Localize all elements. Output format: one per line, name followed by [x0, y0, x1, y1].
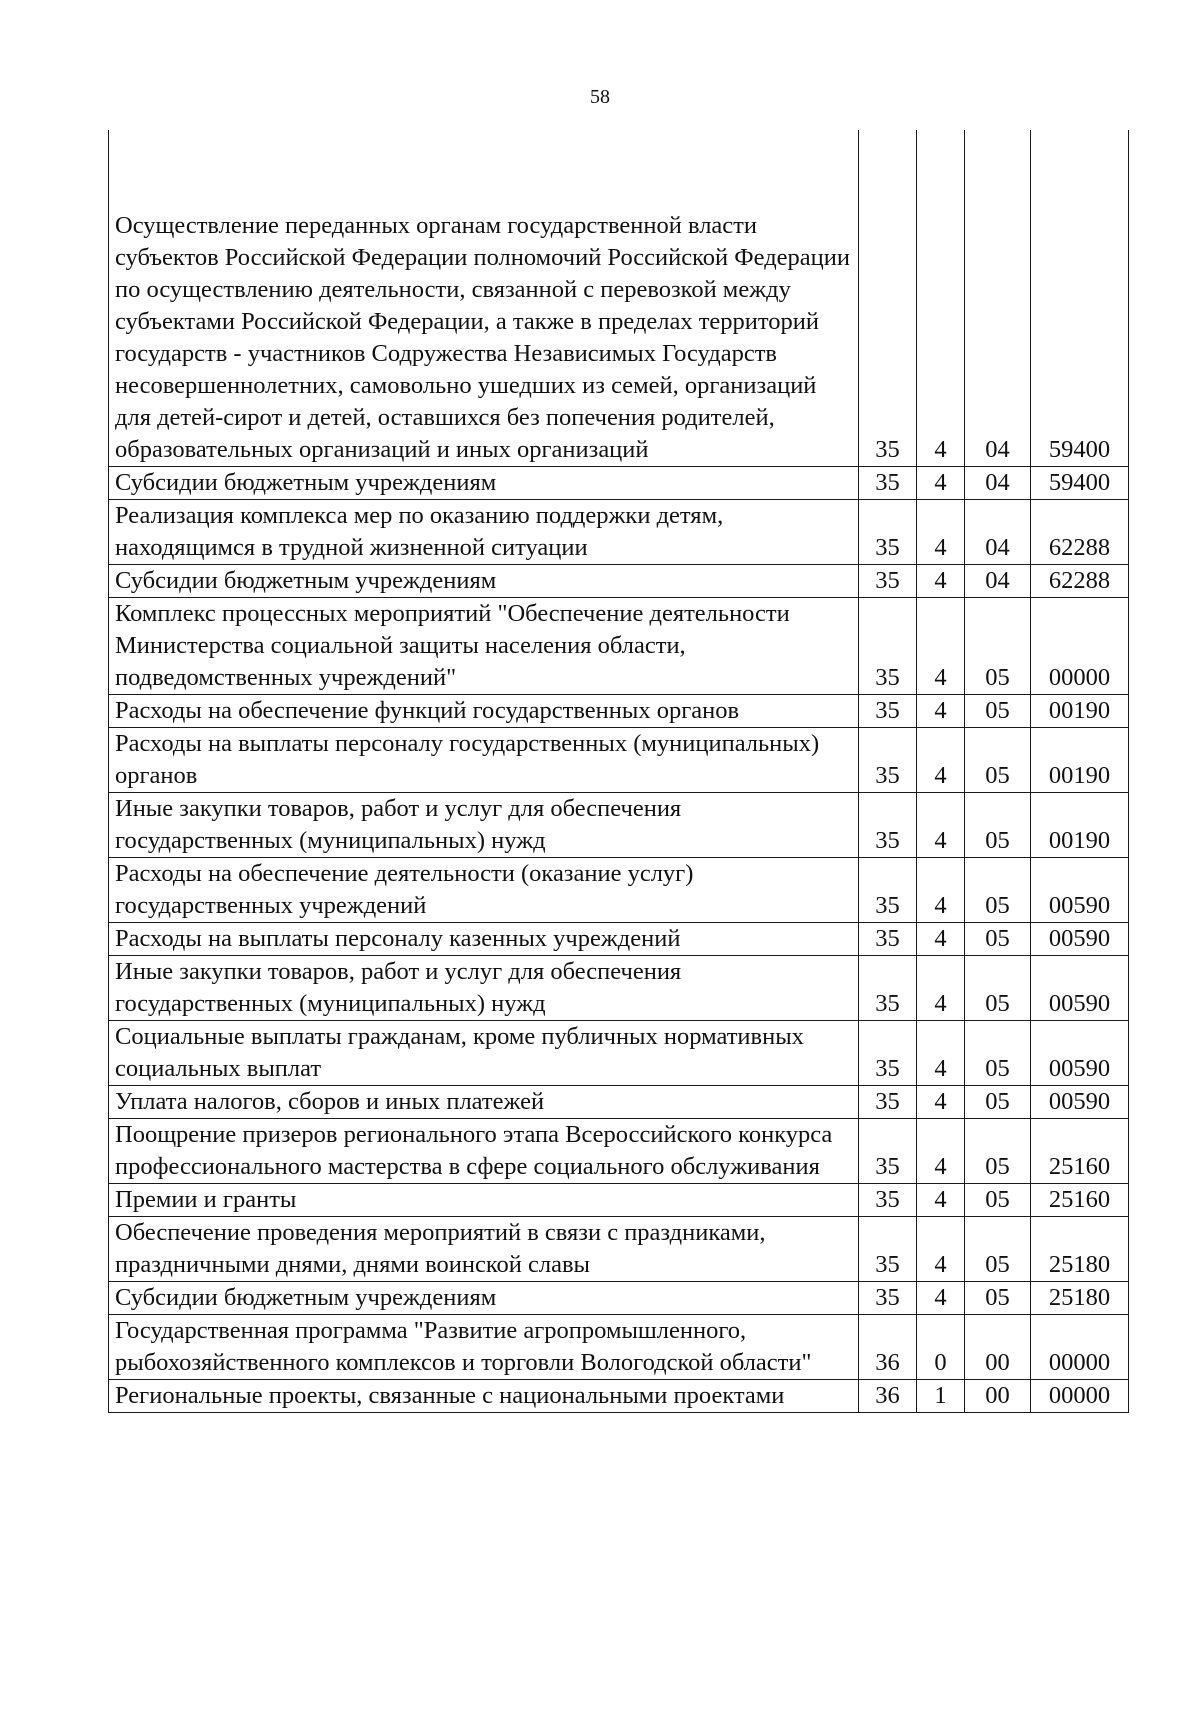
- code-cell-2: 4: [917, 1086, 965, 1119]
- table-row: [109, 695, 1129, 728]
- table-row: [109, 1315, 1129, 1380]
- table-row: [109, 467, 1129, 500]
- code-cell-1: 35: [859, 500, 917, 565]
- code-cell-3: 05: [965, 1282, 1031, 1315]
- code-cell-2: 4: [917, 130, 965, 467]
- row-name-cell: Расходы на обеспечение деятельности (оказание услуг) государственных учреждений: [109, 858, 859, 923]
- code-cell-2: 4: [917, 1184, 965, 1217]
- table-row: [109, 500, 1129, 565]
- code-cell-4: 25160: [1031, 1184, 1129, 1217]
- code-cell-2: 4: [917, 956, 965, 1021]
- row-name-cell: Субсидии бюджетным учреждениям: [109, 1282, 859, 1315]
- code-cell-1: 36: [859, 1380, 917, 1413]
- table-row: [109, 1184, 1129, 1217]
- code-cell-4: 00000: [1031, 1380, 1129, 1413]
- table-row: [109, 858, 1129, 923]
- table-row: [109, 793, 1129, 858]
- row-name-cell: Уплата налогов, сборов и иных платежей: [109, 1086, 859, 1119]
- code-cell-3: 05: [965, 1217, 1031, 1282]
- table-row: [109, 1217, 1129, 1282]
- code-cell-2: 4: [917, 598, 965, 695]
- row-name-cell: Премии и гранты: [109, 1184, 859, 1217]
- table-row: [109, 130, 1129, 467]
- row-name-cell: Государственная программа "Развитие агропромышленного, рыбохозяйственного комплексов и торговли Вологодской области": [109, 1315, 859, 1380]
- code-cell-1: 35: [859, 858, 917, 923]
- code-cell-1: 35: [859, 1217, 917, 1282]
- code-cell-4: 00190: [1031, 695, 1129, 728]
- row-name-cell: Расходы на выплаты персоналу государственных (муниципальных) органов: [109, 728, 859, 793]
- code-cell-3: 00: [965, 1315, 1031, 1380]
- code-cell-1: 35: [859, 695, 917, 728]
- row-name-cell: Обеспечение проведения мероприятий в связи с праздниками, праздничными днями, днями воинской славы: [109, 1217, 859, 1282]
- code-cell-3: 00: [965, 1380, 1031, 1413]
- code-cell-4: 00590: [1031, 923, 1129, 956]
- code-cell-4: 59400: [1031, 130, 1129, 467]
- code-cell-1: 35: [859, 923, 917, 956]
- code-cell-2: 4: [917, 728, 965, 793]
- code-cell-4: 00590: [1031, 956, 1129, 1021]
- code-cell-4: 25180: [1031, 1217, 1129, 1282]
- code-cell-1: 35: [859, 1021, 917, 1086]
- table-row: [109, 1086, 1129, 1119]
- code-cell-1: 35: [859, 956, 917, 1021]
- code-cell-3: 05: [965, 793, 1031, 858]
- row-name-cell: Поощрение призеров регионального этапа Всероссийского конкурса профессионального мастерства в сфере социального обслуживания: [109, 1119, 859, 1184]
- code-cell-4: 00190: [1031, 793, 1129, 858]
- code-cell-1: 36: [859, 1315, 917, 1380]
- code-cell-1: 35: [859, 793, 917, 858]
- code-cell-3: 05: [965, 695, 1031, 728]
- row-name-cell: Расходы на выплаты персоналу казенных учреждений: [109, 923, 859, 956]
- budget-table: [108, 130, 1129, 1413]
- code-cell-1: 35: [859, 565, 917, 598]
- code-cell-4: 25180: [1031, 1282, 1129, 1315]
- code-cell-1: 35: [859, 130, 917, 467]
- code-cell-1: 35: [859, 1119, 917, 1184]
- table-row: [109, 1021, 1129, 1086]
- row-name-cell: Социальные выплаты гражданам, кроме публичных нормативных социальных выплат: [109, 1021, 859, 1086]
- code-cell-3: 05: [965, 598, 1031, 695]
- row-name-cell: Субсидии бюджетным учреждениям: [109, 565, 859, 598]
- code-cell-4: 59400: [1031, 467, 1129, 500]
- table-body: [109, 130, 1129, 1413]
- code-cell-2: 4: [917, 500, 965, 565]
- code-cell-4: 62288: [1031, 565, 1129, 598]
- table-row: [109, 728, 1129, 793]
- table-row: [109, 956, 1129, 1021]
- code-cell-4: 00590: [1031, 858, 1129, 923]
- code-cell-2: 0: [917, 1315, 965, 1380]
- code-cell-1: 35: [859, 728, 917, 793]
- row-name-cell: Комплекс процессных мероприятий "Обеспечение деятельности Министерства социальной защиты населения области, подведомственных учреждений": [109, 598, 859, 695]
- code-cell-3: 05: [965, 956, 1031, 1021]
- code-cell-3: 04: [965, 130, 1031, 467]
- code-cell-3: 04: [965, 467, 1031, 500]
- code-cell-3: 05: [965, 1086, 1031, 1119]
- row-name-cell: Иные закупки товаров, работ и услуг для обеспечения государственных (муниципальных) нужд: [109, 956, 859, 1021]
- table-row: [109, 565, 1129, 598]
- code-cell-4: 25160: [1031, 1119, 1129, 1184]
- row-name-cell: Региональные проекты, связанные с национальными проектами: [109, 1380, 859, 1413]
- code-cell-3: 05: [965, 728, 1031, 793]
- code-cell-2: 4: [917, 1282, 965, 1315]
- code-cell-4: 00000: [1031, 1315, 1129, 1380]
- table-row: [109, 923, 1129, 956]
- code-cell-4: 00000: [1031, 598, 1129, 695]
- code-cell-1: 35: [859, 1282, 917, 1315]
- table-row: [109, 598, 1129, 695]
- table-row: [109, 1282, 1129, 1315]
- code-cell-2: 4: [917, 1119, 965, 1184]
- page-number: 58: [590, 86, 610, 108]
- code-cell-1: 35: [859, 467, 917, 500]
- code-cell-2: 4: [917, 467, 965, 500]
- code-cell-2: 4: [917, 695, 965, 728]
- code-cell-4: 00590: [1031, 1086, 1129, 1119]
- row-name-cell: Иные закупки товаров, работ и услуг для обеспечения государственных (муниципальных) нужд: [109, 793, 859, 858]
- row-name-cell: Субсидии бюджетным учреждениям: [109, 467, 859, 500]
- code-cell-2: 4: [917, 858, 965, 923]
- row-name-cell: Реализация комплекса мер по оказанию поддержки детям, находящимся в трудной жизненной ситуации: [109, 500, 859, 565]
- code-cell-3: 04: [965, 565, 1031, 598]
- code-cell-3: 05: [965, 1119, 1031, 1184]
- code-cell-3: 05: [965, 1021, 1031, 1086]
- code-cell-2: 1: [917, 1380, 965, 1413]
- row-name-cell: Расходы на обеспечение функций государственных органов: [109, 695, 859, 728]
- table-row: [109, 1119, 1129, 1184]
- code-cell-1: 35: [859, 1184, 917, 1217]
- code-cell-4: 00190: [1031, 728, 1129, 793]
- code-cell-2: 4: [917, 1021, 965, 1086]
- code-cell-3: 05: [965, 923, 1031, 956]
- code-cell-4: 62288: [1031, 500, 1129, 565]
- code-cell-3: 04: [965, 500, 1031, 565]
- code-cell-2: 4: [917, 1217, 965, 1282]
- code-cell-1: 35: [859, 1086, 917, 1119]
- code-cell-4: 00590: [1031, 1021, 1129, 1086]
- code-cell-2: 4: [917, 923, 965, 956]
- code-cell-1: 35: [859, 598, 917, 695]
- table-row: [109, 1380, 1129, 1413]
- code-cell-2: 4: [917, 793, 965, 858]
- code-cell-2: 4: [917, 565, 965, 598]
- row-name-cell: Осуществление переданных органам государственной власти субъектов Российской Федерации полномочий Российской Федерации по осуществлению деятельности, связанной с перевозкой между субъектами Российской Федерации, а также в пределах территорий государств - участников Содружества Независимых Государств несовершеннолетних, самовольно ушедших из семей, организаций для детей-сирот и детей, оставшихся без попечения родителей, образовательных организаций и иных организаций: [109, 130, 859, 467]
- code-cell-3: 05: [965, 858, 1031, 923]
- code-cell-3: 05: [965, 1184, 1031, 1217]
